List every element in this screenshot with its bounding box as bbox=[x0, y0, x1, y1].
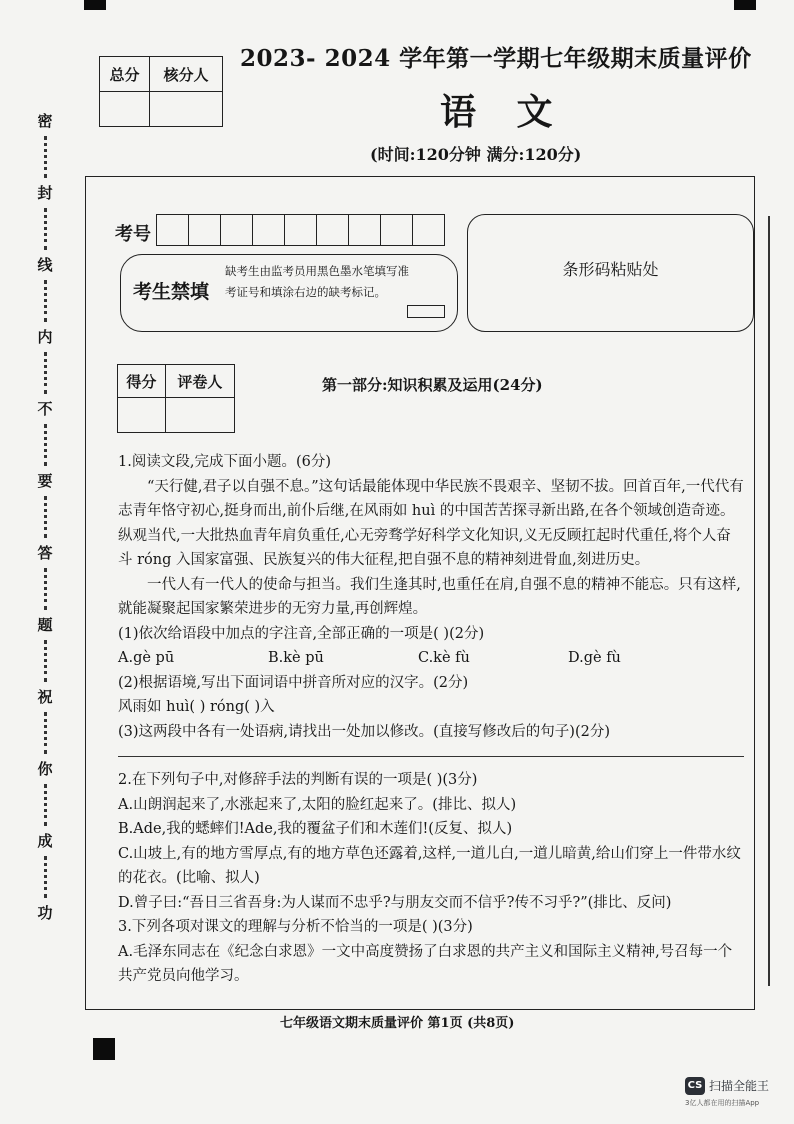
q3-stem: 3.下列各项对课文的理解与分析不恰当的一项是( )(3分) bbox=[118, 919, 473, 935]
grader-cell[interactable] bbox=[165, 398, 234, 433]
seal-char: 线 bbox=[37, 256, 53, 274]
q1-passage-para-1: “天行健,君子以自强不息。”这句话最能体现中华民族不畏艰辛、坚韧不拔。回首百年,一代代有志青年恪守初心,挺身而出,前仆后继,在风雨如 huì 的中国苦苦探寻新出路,在各个领域创造奇迹。纵观当代,一大批热血青年肩负重任,心无旁骛学好科学文化知识,义无反顾扛起时代重任,将个人奋斗 róng 入国家富强、民族复兴的伟大征程,把自强不息的精神刻进骨血,刻进历史。 bbox=[118, 478, 744, 568]
q1-option-b[interactable]: B.kè pū bbox=[268, 650, 324, 666]
exam-title: 2023- 2024 学年第一学期七年级期末质量评价 bbox=[240, 45, 752, 72]
seal-char: 封 bbox=[37, 184, 53, 202]
q1-option-a[interactable]: A.gè pū bbox=[118, 650, 175, 666]
exam-number-digit-box[interactable] bbox=[380, 214, 413, 246]
scanner-tagline: 3亿人都在用的扫描App bbox=[685, 1099, 760, 1107]
total-score-cell[interactable] bbox=[100, 92, 150, 127]
q1-sub2-blanks[interactable]: 风雨如 huì( ) róng( )入 bbox=[118, 699, 275, 715]
seal-char: 密 bbox=[37, 112, 53, 130]
exam-number-digit-box[interactable] bbox=[252, 214, 285, 246]
seal-char: 题 bbox=[37, 616, 53, 634]
exam-number-label: 考号 bbox=[115, 224, 151, 245]
subject-title: 语 文 bbox=[440, 91, 567, 133]
registration-mark-top-right bbox=[734, 0, 756, 10]
question-1 bbox=[118, 450, 744, 744]
part1-title: 第一部分:知识积累及运用(24分) bbox=[322, 376, 543, 394]
q2-option-b[interactable]: B.Ade,我的蟋蟀们!Ade,我的覆盆子们和木莲们!(反复、拟人) bbox=[118, 821, 513, 837]
total-score-table bbox=[99, 56, 223, 127]
exam-number-digit-box[interactable] bbox=[348, 214, 381, 246]
exam-number-digit-box[interactable] bbox=[188, 214, 221, 246]
score-header: 得分 bbox=[118, 365, 166, 398]
page-footer: 七年级语文期末质量评价 第1页 (共8页) bbox=[280, 1016, 515, 1031]
seal-char: 祝 bbox=[37, 688, 53, 706]
barcode-area bbox=[467, 214, 754, 332]
seal-char: 内 bbox=[37, 328, 53, 346]
seal-line bbox=[34, 110, 56, 924]
exam-number-digit-box[interactable] bbox=[220, 214, 253, 246]
checker-cell[interactable] bbox=[150, 92, 223, 127]
checker-header: 核分人 bbox=[150, 57, 223, 92]
seal-char: 不 bbox=[37, 400, 53, 418]
scanner-logo-icon: CS bbox=[685, 1077, 705, 1095]
q1-option-d[interactable]: D.gè fù bbox=[568, 650, 621, 666]
q2-stem: 2.在下列句子中,对修辞手法的判断有误的一项是( )(3分) bbox=[118, 772, 478, 788]
grader-header: 评卷人 bbox=[165, 365, 234, 398]
seal-char: 答 bbox=[37, 544, 53, 562]
q2-option-c[interactable]: C.山坡上,有的地方雪厚点,有的地方草色还露着,这样,一道儿白,一道儿暗黄,给山们穿上一件带水纹的花衣。(比喻、拟人) bbox=[118, 845, 741, 886]
exam-number-digit-box[interactable] bbox=[316, 214, 349, 246]
exam-number-digit-box[interactable] bbox=[412, 214, 445, 246]
q1-option-c[interactable]: C.kè fù bbox=[418, 650, 470, 666]
seal-char: 成 bbox=[37, 832, 53, 850]
seal-char: 功 bbox=[37, 904, 53, 922]
q1-sub1-options bbox=[118, 646, 744, 671]
registration-mark-top-left bbox=[84, 0, 106, 10]
q2-option-a[interactable]: A.山朗润起来了,水涨起来了,太阳的脸红起来了。(排比、拟人) bbox=[118, 796, 517, 813]
candidate-forbidden-box bbox=[120, 254, 458, 332]
forbidden-instructions: 缺考生由监考员用黑色墨水笔填写准考证号和填涂右边的缺考标记。 bbox=[225, 264, 409, 299]
barcode-label: 条形码粘贴处 bbox=[562, 260, 659, 279]
right-border-line bbox=[768, 216, 770, 986]
exam-number-digit-box[interactable] bbox=[284, 214, 317, 246]
exam-number-digit-box[interactable] bbox=[156, 214, 189, 246]
section-divider bbox=[118, 756, 744, 757]
q2-option-d[interactable]: D.曾子曰:“吾日三省吾身:为人谋而不忠乎?与朋友交而不信乎?传不习乎?”(排比、反问) bbox=[118, 894, 672, 911]
score-cell[interactable] bbox=[118, 398, 166, 433]
registration-mark-bottom-left bbox=[93, 1038, 115, 1060]
seal-char: 要 bbox=[37, 472, 53, 490]
absent-mark-box[interactable] bbox=[407, 305, 445, 318]
question-2 bbox=[118, 768, 744, 989]
seal-char: 你 bbox=[37, 760, 53, 778]
q1-passage-para-2: 一代人有一代人的使命与担当。我们生逢其时,也重任在肩,自强不息的精神不能忘。只有这样,就能凝聚起国家繁荣进步的无穷力量,再创辉煌。 bbox=[118, 576, 741, 617]
time-info: (时间:120分钟 满分:120分) bbox=[370, 145, 582, 164]
q1-stem: 1.阅读文段,完成下面小题。(6分) bbox=[118, 454, 331, 470]
grader-table bbox=[117, 364, 235, 433]
q3-option-a[interactable]: A.毛泽东同志在《纪念白求恩》一文中高度赞扬了白求恩的共产主义和国际主义精神,号召每一个共产党员向他学习。 bbox=[118, 943, 733, 984]
q1-sub2: (2)根据语境,写出下面词语中拼音所对应的汉字。(2分) bbox=[118, 674, 469, 691]
q1-sub3: (3)这两段中各有一处语病,请找出一处加以修改。(直接写修改后的句子)(2分) bbox=[118, 723, 610, 740]
total-score-header: 总分 bbox=[100, 57, 150, 92]
exam-number-boxes[interactable] bbox=[157, 214, 445, 246]
q1-sub1: (1)依次给语段中加点的字注音,全部正确的一项是( )(2分) bbox=[118, 625, 485, 642]
forbidden-title: 考生禁填 bbox=[133, 281, 210, 303]
scanner-name: 扫描全能王 bbox=[709, 1079, 770, 1093]
